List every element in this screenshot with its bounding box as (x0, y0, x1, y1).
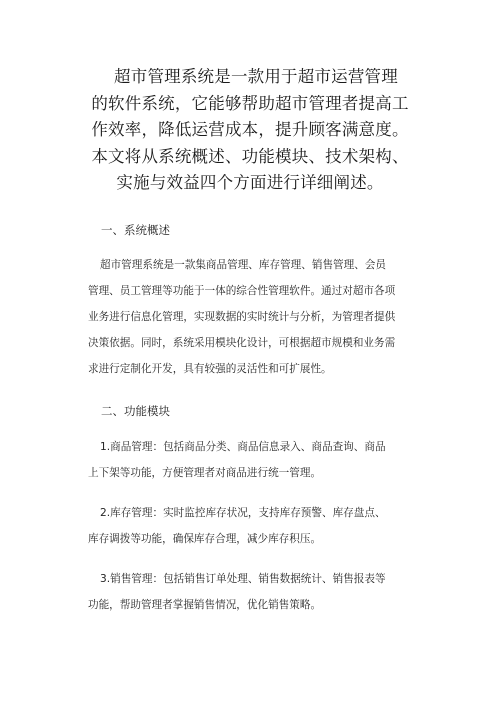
module-item-line: 库存调拨等功能，确保库存合理，减少库存积压。 (88, 533, 322, 545)
module-item-line: 3.销售管理：包括销售订单处理、销售数据统计、销售报表等 (100, 573, 386, 585)
section-heading-modules: 二、功能模块 (101, 404, 170, 418)
module-item-line: 功能，帮助管理者掌握销售情况，优化销售策略。 (88, 599, 322, 611)
intro-line: 的软件系统，它能够帮助超市管理者提高工 (91, 93, 409, 113)
overview-line: 超市管理系统是一款集商品管理、库存管理、销售管理、会员 (100, 259, 387, 271)
overview-line: 管理、员工管理等功能于一体的综合性管理软件。通过对超市各项 (88, 285, 396, 297)
intro-line: 作效率，降低运营成本，提升顾客满意度。 (91, 120, 409, 140)
intro-line: 实施与效益四个方面进行详细阐述。 (116, 173, 384, 193)
section-heading-overview: 一、系统概述 (101, 223, 170, 237)
intro-paragraph (60, 64, 440, 197)
intro-line: 本文将从系统概述、功能模块、技术架构、 (91, 146, 409, 166)
overview-line: 决策依据。同时，系统采用模块化设计，可根据超市规模和业务需 (88, 337, 396, 349)
module-item-line: 上下架等功能，方便管理者对商品进行统一管理。 (88, 467, 322, 479)
overview-line: 业务进行信息化管理，实现数据的实时统计与分析，为管理者提供 (88, 311, 396, 323)
intro-line: 超市管理系统是一款用于超市运营管理 (114, 67, 398, 86)
module-item-line: 1.商品管理：包括商品分类、商品信息录入、商品查询、商品 (100, 441, 386, 453)
module-item-line: 2.库存管理：实时监控库存状况，支持库存预警、库存盘点、 (100, 507, 386, 519)
overview-line: 求进行定制化开发，具有较强的灵活性和可扩展性。 (88, 363, 332, 375)
